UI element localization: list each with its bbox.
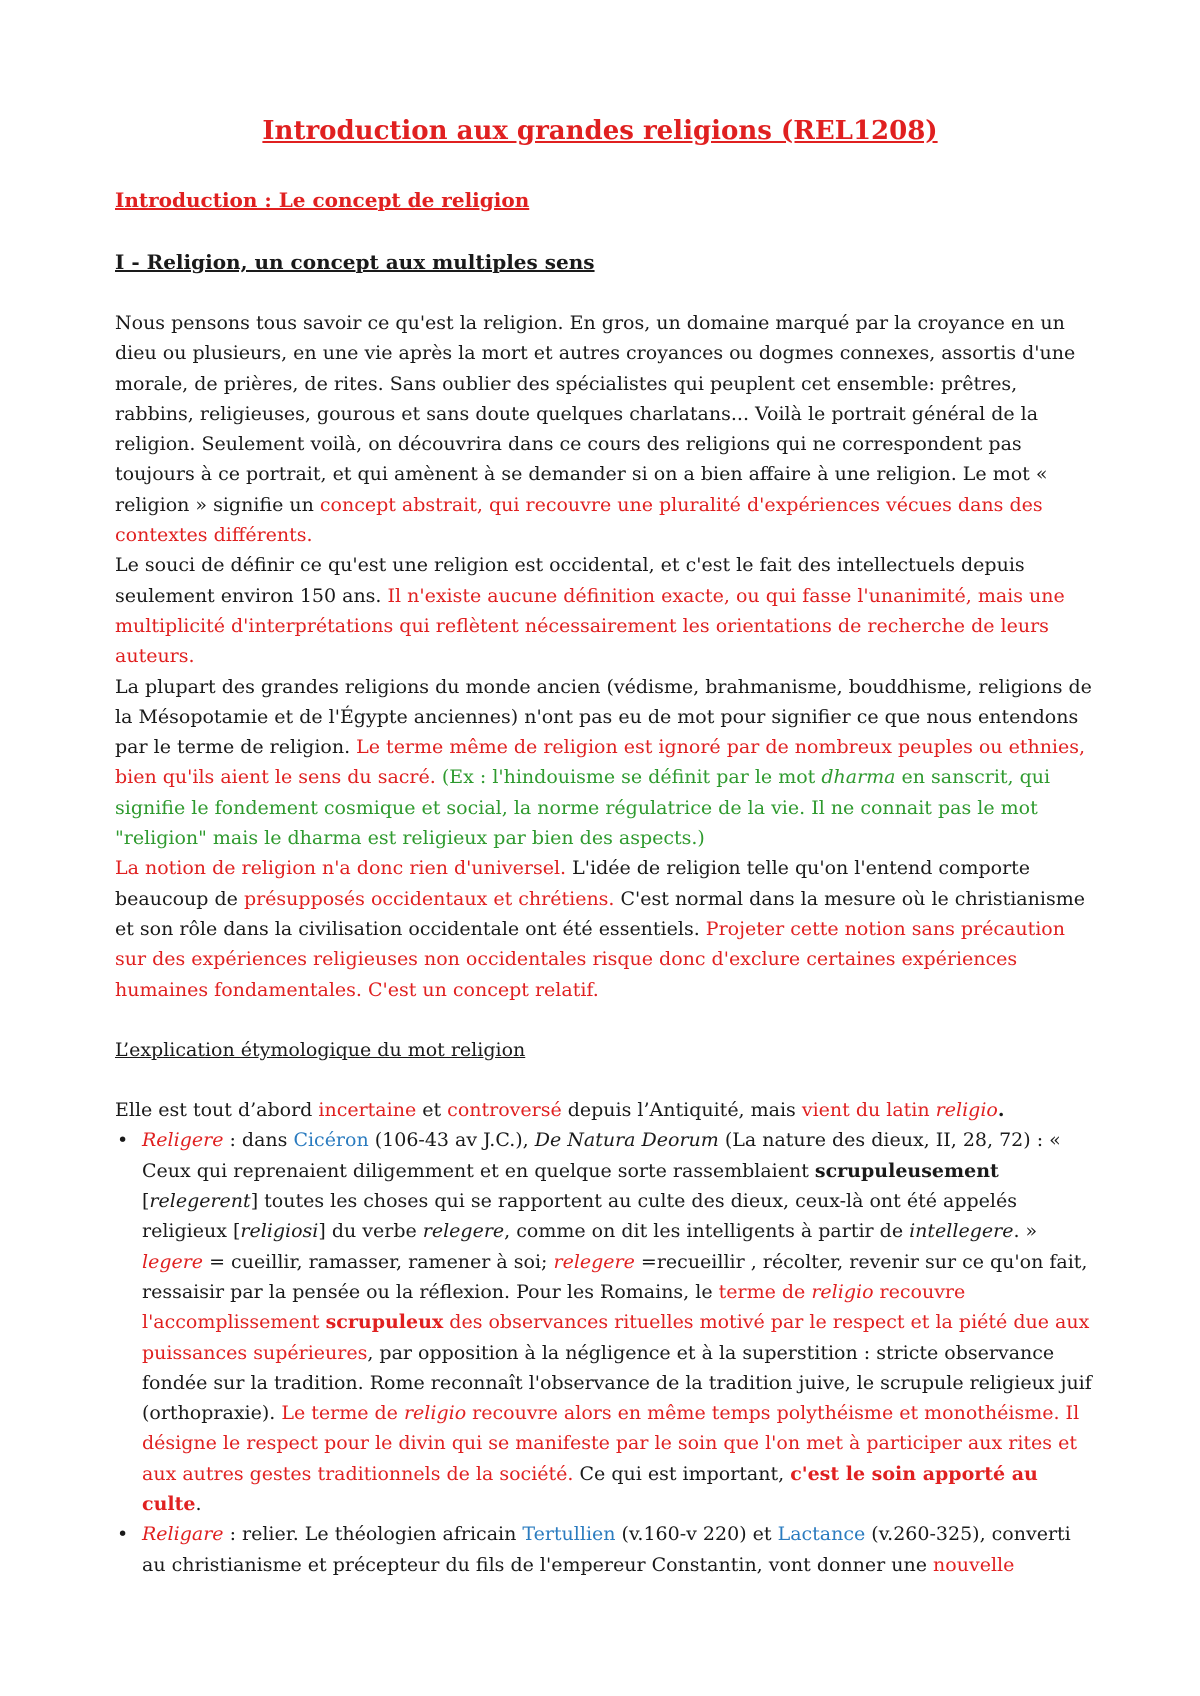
text-run: et bbox=[416, 1099, 448, 1122]
paragraph-5 bbox=[115, 1095, 1095, 1125]
name-blue: Tertullien bbox=[522, 1523, 616, 1546]
text-bold: scrupuleusement bbox=[814, 1159, 999, 1182]
text-run: depuis l’Antiquité, mais bbox=[561, 1099, 802, 1122]
name-blue: Lactance bbox=[777, 1523, 866, 1546]
name-blue: Cicéron bbox=[293, 1129, 369, 1152]
highlight-red: La notion de religion n'a donc rien d'universel. bbox=[115, 857, 567, 880]
text-italic: religiosi bbox=[240, 1220, 319, 1243]
highlight-red: vient du latin bbox=[801, 1099, 936, 1122]
highlight-red-italic: religio bbox=[811, 1280, 874, 1303]
text-run: Nous pensons tous savoir ce qu'est la religion. En gros, un domaine marqué par la croyance en un dieu ou plusieurs, en une vie après la mort et autres croyances ou dogmes connexes, assortis d'une morale, de prières, de rites. Sans oublier des spécialistes qui peuplent cet ensemble: prêtres, rabbins, religieuses, gourous et sans doute quelques charlatans... Voilà le portrait général de la religion. Seulement voilà, on découvrira dans ce cours des religions qui ne correspondent pas toujours à ce portrait, et qui amènent à se demander si on a bien affaire à une religion. Le mot « religion » signifie un bbox=[115, 312, 1076, 516]
text-run: (v.260-325), converti au christianisme et précepteur du fils de l'empereur Constantin, vont donner une bbox=[142, 1523, 1071, 1576]
highlight-green: en sanscrit, qui signifie le fondement cosmique et social, la norme régulatrice de la vie. Il ne connait pas le mot "religion" mais le dharma est religieux par bien des aspects.) bbox=[115, 766, 1051, 850]
subheading-etymology: L’explication étymologique du mot religion bbox=[115, 1038, 526, 1061]
highlight-red: Projeter cette notion sans précaution sur des expériences religieuses non occidentales risque donc d'exclure certaines expériences humaines fondamentales. C'est un concept relatif. bbox=[115, 917, 1065, 1001]
text-run: , par opposition à la négligence et à la superstition : stricte observance fondée sur la tradition. Rome reconnaît l'observance de la tradition juive, le scrupule religieux juif (orthopraxie). bbox=[142, 1341, 1092, 1425]
highlight-red: controversé bbox=[447, 1099, 562, 1122]
text-italic: intellegere bbox=[909, 1220, 1014, 1243]
text-run: L'idée de religion telle qu'on l'entend comporte beaucoup de bbox=[115, 857, 1031, 910]
highlight-red: des observances rituelles motivé par le respect et la piété due aux puissances supérieures bbox=[142, 1311, 1090, 1364]
bullet-icon: • bbox=[117, 1523, 129, 1546]
text-run: Le souci de définir ce qu'est une religion est occidental, et c'est le fait des intellectuels depuis seulement environ 150 ans. bbox=[115, 554, 1025, 607]
book-title-italic: De Natura Deorum bbox=[534, 1129, 719, 1152]
highlight-red-bold: scrupuleux bbox=[325, 1311, 444, 1334]
text-run: =recueillir , récolter, revenir sur ce qu'on fait, ressaisir par la pensée ou la réflexion. Pour les Romains, le bbox=[142, 1250, 1088, 1303]
text-run: . bbox=[195, 1492, 202, 1515]
text-run: ] du verbe bbox=[318, 1220, 423, 1243]
text-italic: relegere bbox=[422, 1220, 505, 1243]
text-run: . bbox=[997, 1099, 1005, 1122]
bullet-icon: • bbox=[117, 1129, 129, 1152]
text-run: La plupart des grandes religions du monde ancien (védisme, brahmanisme, bouddhisme, religions de la Mésopotamie et de l'Égypte anciennes) n'ont pas eu de mot pour signifier ce que nous entendons par le terme de religion. bbox=[115, 675, 1092, 759]
text-run: [ bbox=[142, 1190, 150, 1213]
bullet-item-religare bbox=[115, 1519, 1095, 1580]
highlight-red: nouvelle bbox=[933, 1553, 1015, 1576]
text-run: ] toutes les choses qui se rapportent au culte des dieux, ceux-là ont été appelés religieux [ bbox=[142, 1190, 1017, 1243]
highlight-green-italic: dharma bbox=[821, 766, 896, 789]
term-red-italic: Religere bbox=[142, 1129, 224, 1152]
term-red-italic: Religare bbox=[142, 1523, 224, 1546]
paragraph-2 bbox=[115, 550, 1095, 671]
term-red-italic: legere bbox=[142, 1250, 204, 1273]
highlight-red-italic: religio bbox=[403, 1402, 467, 1425]
highlight-red: recouvre alors en même temps polythéisme et monothéisme. Il désigne le respect pour le divin qui se manifeste par le soin que l'on met à participer aux rites et aux autres gestes traditionnels de la société. bbox=[142, 1402, 1080, 1485]
text-run: (v.160-v 220) et bbox=[615, 1523, 778, 1546]
highlight-red-bold: c'est le soin apporté au culte bbox=[142, 1462, 1038, 1515]
highlight-red: recouvre l'accomplissement bbox=[142, 1280, 966, 1334]
paragraph-3 bbox=[115, 672, 1095, 854]
highlight-red: présupposés occidentaux et chrétiens. bbox=[243, 887, 615, 910]
section-heading-1: I - Religion, un concept aux multiples sens bbox=[115, 250, 595, 274]
highlight-red: Le terme même de religion est ignoré par de nombreux peuples ou ethnies, bien qu'ils aient le sens du sacré. bbox=[115, 736, 1086, 789]
text-run: Elle est tout d’abord bbox=[115, 1099, 319, 1122]
text-run: . » bbox=[1013, 1220, 1038, 1243]
paragraph-4 bbox=[115, 853, 1095, 1004]
section-heading-intro: Introduction : Le concept de religion bbox=[115, 188, 530, 212]
highlight-red: concept abstrait, qui recouvre une pluralité d'expériences vécues dans des contextes différents. bbox=[115, 493, 1043, 547]
highlight-red: terme de bbox=[718, 1280, 812, 1303]
highlight-green: (Ex : l'hindouisme se définit par le mot bbox=[435, 766, 822, 789]
text-italic: relegerent bbox=[149, 1190, 251, 1213]
text-run: C'est normal dans la mesure où le christianisme et son rôle dans la civilisation occidentale ont été essentiels. bbox=[115, 887, 1085, 940]
text-run: : dans bbox=[223, 1129, 294, 1152]
text-run: (106-43 av J.C.), bbox=[368, 1129, 535, 1152]
spacer bbox=[115, 1005, 1095, 1035]
text-run: , comme on dit les intelligents à partir de bbox=[504, 1220, 910, 1243]
highlight-red-italic: religio bbox=[935, 1099, 998, 1122]
highlight-red: incertaine bbox=[318, 1099, 417, 1122]
bullet-item-religere bbox=[115, 1125, 1095, 1519]
highlight-red: Il n'existe aucune définition exacte, ou qui fasse l'unanimité, mais une multiplicité d'interprétations qui reflètent nécessairement les orientations de recherche de leurs auteurs. bbox=[115, 584, 1065, 668]
document-body bbox=[115, 308, 1095, 1580]
paragraph-1 bbox=[115, 308, 1095, 550]
document-title: Introduction aux grandes religions (REL1208) bbox=[262, 116, 938, 146]
highlight-red: Le terme de bbox=[281, 1402, 404, 1425]
term-red-italic: relegere bbox=[553, 1250, 635, 1273]
text-run: : relier. Le théologien africain bbox=[223, 1523, 523, 1546]
text-run: (La nature des dieux, II, 28, 72) : « Ceux qui reprenaient diligemment et en quelque sorte rassemblaient bbox=[142, 1129, 1061, 1182]
text-run: = cueillir, ramasser, ramener à soi; bbox=[203, 1250, 554, 1273]
text-run: Ce qui est important, bbox=[573, 1462, 791, 1485]
spacer bbox=[115, 1065, 1095, 1095]
